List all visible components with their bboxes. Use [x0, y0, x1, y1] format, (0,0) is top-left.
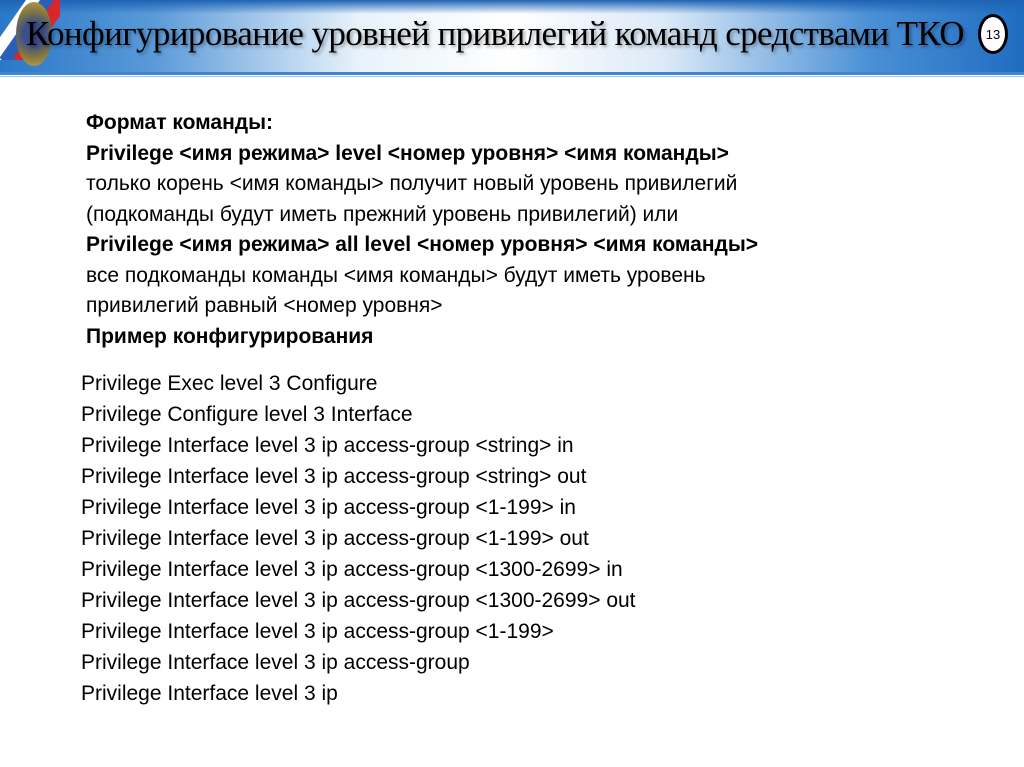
- example-line: Privilege Interface level 3 ip access-group <1300-2699> out: [81, 589, 636, 612]
- example-line: Privilege Interface level 3 ip access-group <string> in: [81, 434, 574, 457]
- format-line: все подкоманды команды <имя команды> будут иметь уровень: [86, 263, 706, 287]
- header-divider: [0, 72, 1024, 75]
- command-format: [86, 108, 758, 352]
- example-line: Privilege Interface level 3 ip: [81, 682, 338, 705]
- format-line: Privilege <имя режима> level <номер уровня> <имя команды>: [86, 141, 729, 165]
- example-line: Privilege Configure level 3 Interface: [81, 403, 413, 426]
- example-heading: Пример конфигурирования: [86, 324, 374, 348]
- format-line: (подкоманды будут иметь прежний уровень привилегий) или: [86, 202, 679, 226]
- example-line: Privilege Interface level 3 ip access-group <1300-2699> in: [81, 558, 623, 581]
- header-banner: [0, 0, 1024, 72]
- example-line: Privilege Interface level 3 ip access-group <1-199>: [81, 620, 554, 643]
- example-line: Privilege Interface level 3 ip access-group: [81, 651, 470, 674]
- format-heading: Формат команды:: [86, 111, 274, 134]
- example-line: Privilege Interface level 3 ip access-group <1-199> out: [81, 527, 589, 550]
- example-commands: [81, 368, 636, 709]
- slide-title: Конфигурирование уровней привилегий команд средствами ТКО: [26, 14, 964, 53]
- example-line: Privilege Interface level 3 ip access-group <string> out: [81, 465, 587, 488]
- header-divider-thin: [0, 76, 1024, 77]
- example-line: Privilege Interface level 3 ip access-group <1-199> in: [81, 496, 576, 519]
- format-line: только корень <имя команды> получит новый уровень привилегий: [86, 172, 738, 195]
- slide-number: 13: [978, 14, 1008, 54]
- format-line: привилегий равный <номер уровня>: [86, 294, 443, 317]
- format-line: Privilege <имя режима> all level <номер уровня> <имя команды>: [86, 233, 759, 256]
- header-shade: [0, 0, 1024, 14]
- example-line: Privilege Exec level 3 Configure: [81, 372, 378, 395]
